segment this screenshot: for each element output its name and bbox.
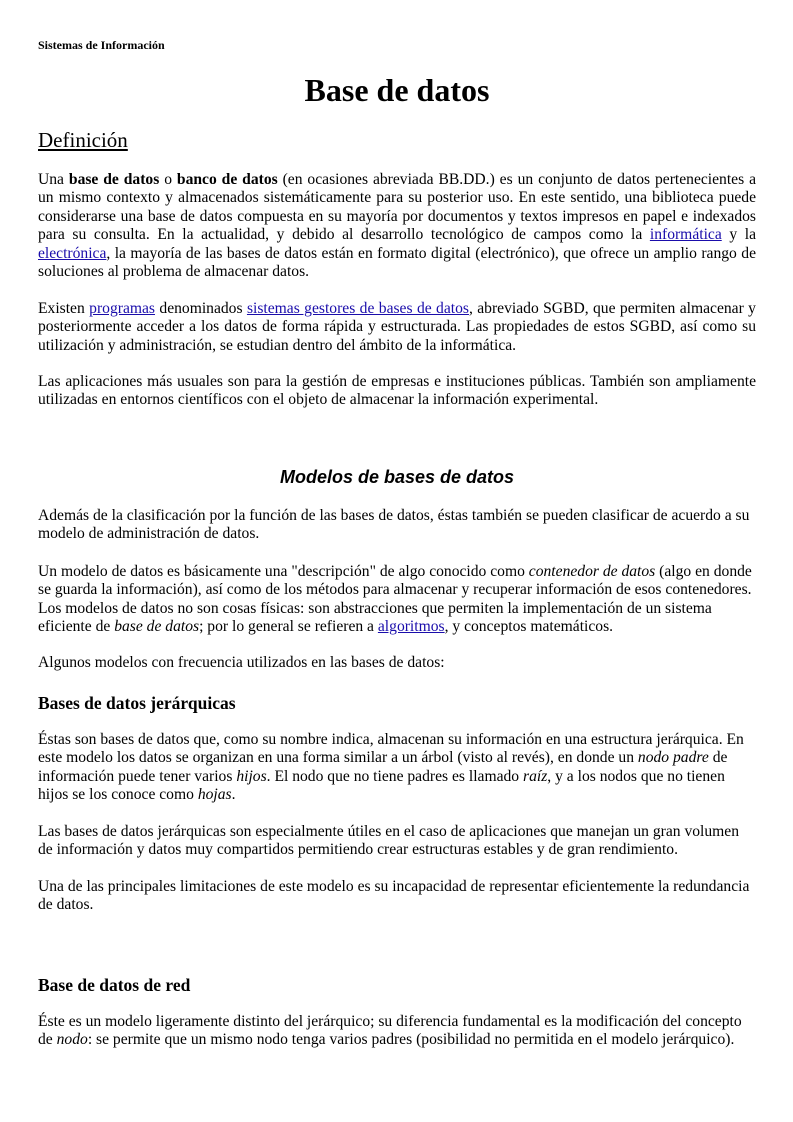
section-heading-modelos: Modelos de bases de datos — [279, 467, 515, 487]
italic-term-hojas: hojas — [197, 786, 232, 804]
paragraph-jerarquicas-3: Una de las principales limitaciones de este modelo es su incapacidad de representar eficientemente la redundancia de datos. — [38, 878, 750, 914]
heading-red: Base de datos de red — [38, 975, 191, 995]
link-electronica[interactable]: electrónica — [38, 244, 107, 262]
paragraph-definicion-3: Las aplicaciones más usuales son para la gestión de empresas e instituciones públicas. También son ampliamente utilizadas en entornos científicos con el objeto de almacenar la información experimental. — [38, 373, 756, 409]
bold-term-banco-de-datos: banco de datos — [176, 171, 278, 188]
italic-term-base-de-datos: base de datos — [114, 618, 200, 636]
paragraph-definicion-2: Existen programas denominados sistemas gestores de bases de datos, abreviado SGBD, que permiten almacenar y posteriormente acceder a los datos de forma rápida y estructurada. Las propiedades de estos SGBD, así como su utilización y administración, se estudian dentro del ámbito de la informática. — [38, 300, 756, 354]
link-programas[interactable]: programas — [89, 300, 155, 317]
paragraph-modelos-2: Un modelo de datos es básicamente una "descripción" de algo conocido como contenedor de datos (algo en donde se guarda la información), así como de los métodos para almacenar y recuperar información de esos contenedores. Los modelos de datos no son cosas físicas: son abstracciones que permiten la implementación de un sistema eficiente de base de datos; por lo general se refieren a algoritmos, y conceptos matemáticos. — [38, 563, 752, 636]
link-informatica[interactable]: informática — [649, 226, 722, 244]
header-label: Sistemas de Información — [38, 38, 165, 52]
section-heading-definicion: Definición — [38, 128, 128, 152]
paragraph-red-1: Éste es un modelo ligeramente distinto del jerárquico; su diferencia fundamental es la modificación del concepto de nodo: se permite que un mismo nodo tenga varios padres (posibilidad no permitida en el modelo jerárquico). — [38, 1013, 742, 1049]
italic-term-raiz: raíz — [523, 767, 548, 785]
italic-term-nodo: nodo — [56, 1031, 88, 1049]
paragraph-definicion-1: Una base de datos o banco de datos (en ocasiones abreviada BB.DD.) es un conjunto de datos pertenecientes a un mismo contexto y almacenados sistemáticamente para su posterior uso. En este sentido, una biblioteca puede considerarse una base de datos compuesta en su mayoría por documentos y textos impresos en papel e indexados para su consulta. En la actualidad, y debido al desarrollo tecnológico de campos como la informática y la electrónica, la mayoría de las bases de datos están en formato digital (electrónico), que ofrece un amplio rango de soluciones al problema de almacenar datos. — [38, 171, 756, 281]
link-algoritmos[interactable]: algoritmos — [377, 618, 445, 636]
link-sistemas-gestores[interactable]: sistemas gestores de bases de datos — [246, 300, 469, 317]
page-title: Base de datos — [304, 72, 490, 108]
paragraph-modelos-3: Algunos modelos con frecuencia utilizados en las bases de datos: — [38, 654, 445, 671]
paragraph-modelos-1: Además de la clasificación por la función de las bases de datos, éstas también se pueden clasificar de acuerdo a su modelo de administración de datos. — [38, 507, 750, 543]
italic-term-nodo-padre: nodo padre — [637, 749, 709, 767]
italic-term-contenedor: contenedor de datos — [528, 563, 656, 580]
heading-jerarquicas: Bases de datos jerárquicas — [38, 693, 236, 713]
italic-term-hijos: hijos — [236, 767, 267, 785]
bold-term-base-de-datos: base de datos — [68, 171, 160, 188]
paragraph-jerarquicas-2: Las bases de datos jerárquicas son especialmente útiles en el caso de aplicaciones que manejan un gran volumen de información y datos muy compartidos permitiendo crear estructuras estables y de gran rendimiento. — [38, 823, 740, 859]
paragraph-jerarquicas-1: Éstas son bases de datos que, como su nombre indica, almacenan su información en una estructura jerárquica. En este modelo los datos se organizan en una forma similar a un árbol (visto al revés), en donde un nodo padre de información puede tener varios hijos. El nodo que no tiene padres es llamado raíz, y a los nodos que no tienen hijos se los conoce como hojas. — [38, 731, 744, 804]
